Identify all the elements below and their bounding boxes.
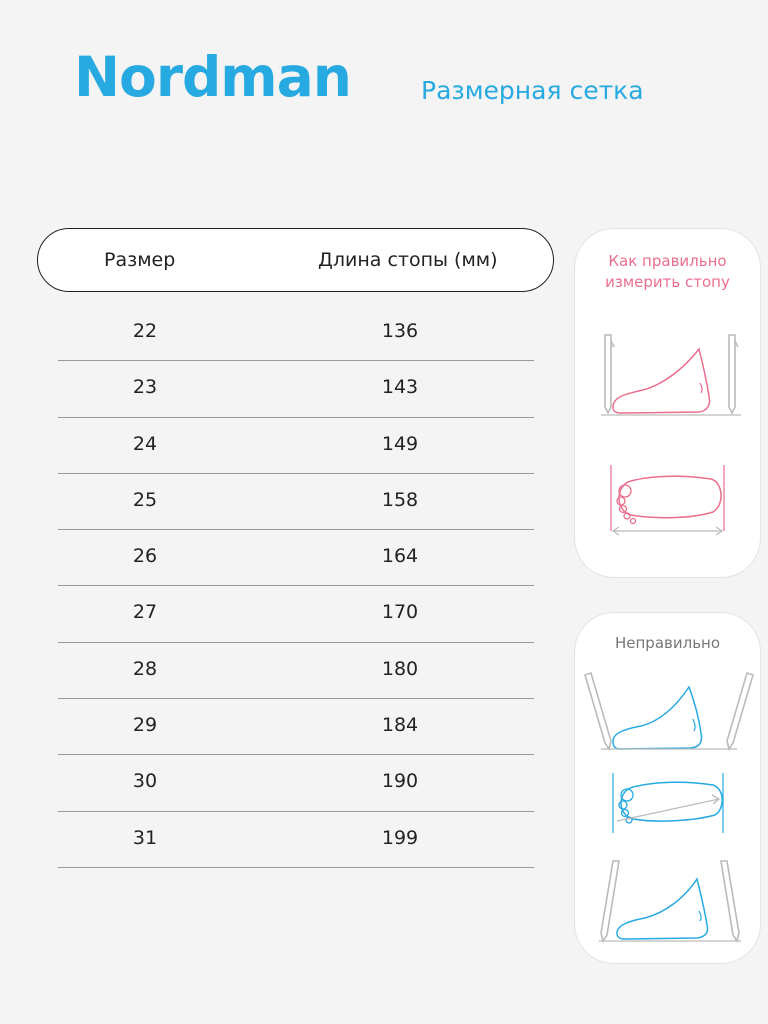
cell-length: 149 [381,432,419,455]
wrong-tilted-foot-icon [581,669,757,753]
cell-size: 28 [132,657,158,680]
table-row [58,699,534,755]
cell-size: 31 [132,826,158,849]
cell-length: 184 [381,714,419,737]
cell-size: 27 [132,601,158,624]
size-table [58,305,534,868]
wrong-top-foot-icon [605,771,735,839]
header-length: Длина стопы (мм) [318,249,498,271]
table-row [58,530,534,586]
correct-measure-card [574,228,761,578]
page-title: Размерная сетка [421,76,644,105]
cell-size: 26 [132,545,158,568]
brand-logo: Nordman [74,45,351,109]
cell-length: 136 [381,320,419,342]
cell-length: 158 [381,488,419,511]
correct-top-foot-icon [601,463,731,543]
wrong-pressed-foot-icon [595,857,745,945]
table-header [37,228,554,292]
cell-size: 22 [132,320,158,342]
cell-size: 24 [132,432,158,455]
table-row [58,755,534,811]
cell-size: 23 [132,376,158,399]
cell-length: 190 [381,770,419,793]
table-row [58,474,534,530]
table-row [58,361,534,417]
wrong-measure-card [574,612,761,964]
correct-side-foot-icon [595,327,745,419]
table-row [58,643,534,699]
table-row [58,305,534,361]
cell-length: 180 [381,657,419,680]
cell-length: 143 [381,376,419,399]
table-row [58,418,534,474]
wrong-title: Неправильно [614,634,721,652]
correct-title-line2: измерить стопу [605,273,730,291]
cell-length: 199 [381,826,419,849]
cell-length: 170 [381,601,419,624]
correct-title-line1: Как правильно [608,252,727,270]
table-row [58,586,534,642]
cell-length: 164 [381,545,419,568]
table-row [58,812,534,868]
cell-size: 29 [132,714,158,737]
cell-size: 30 [132,770,158,793]
header-size: Размер [104,249,176,271]
cell-size: 25 [132,488,158,511]
